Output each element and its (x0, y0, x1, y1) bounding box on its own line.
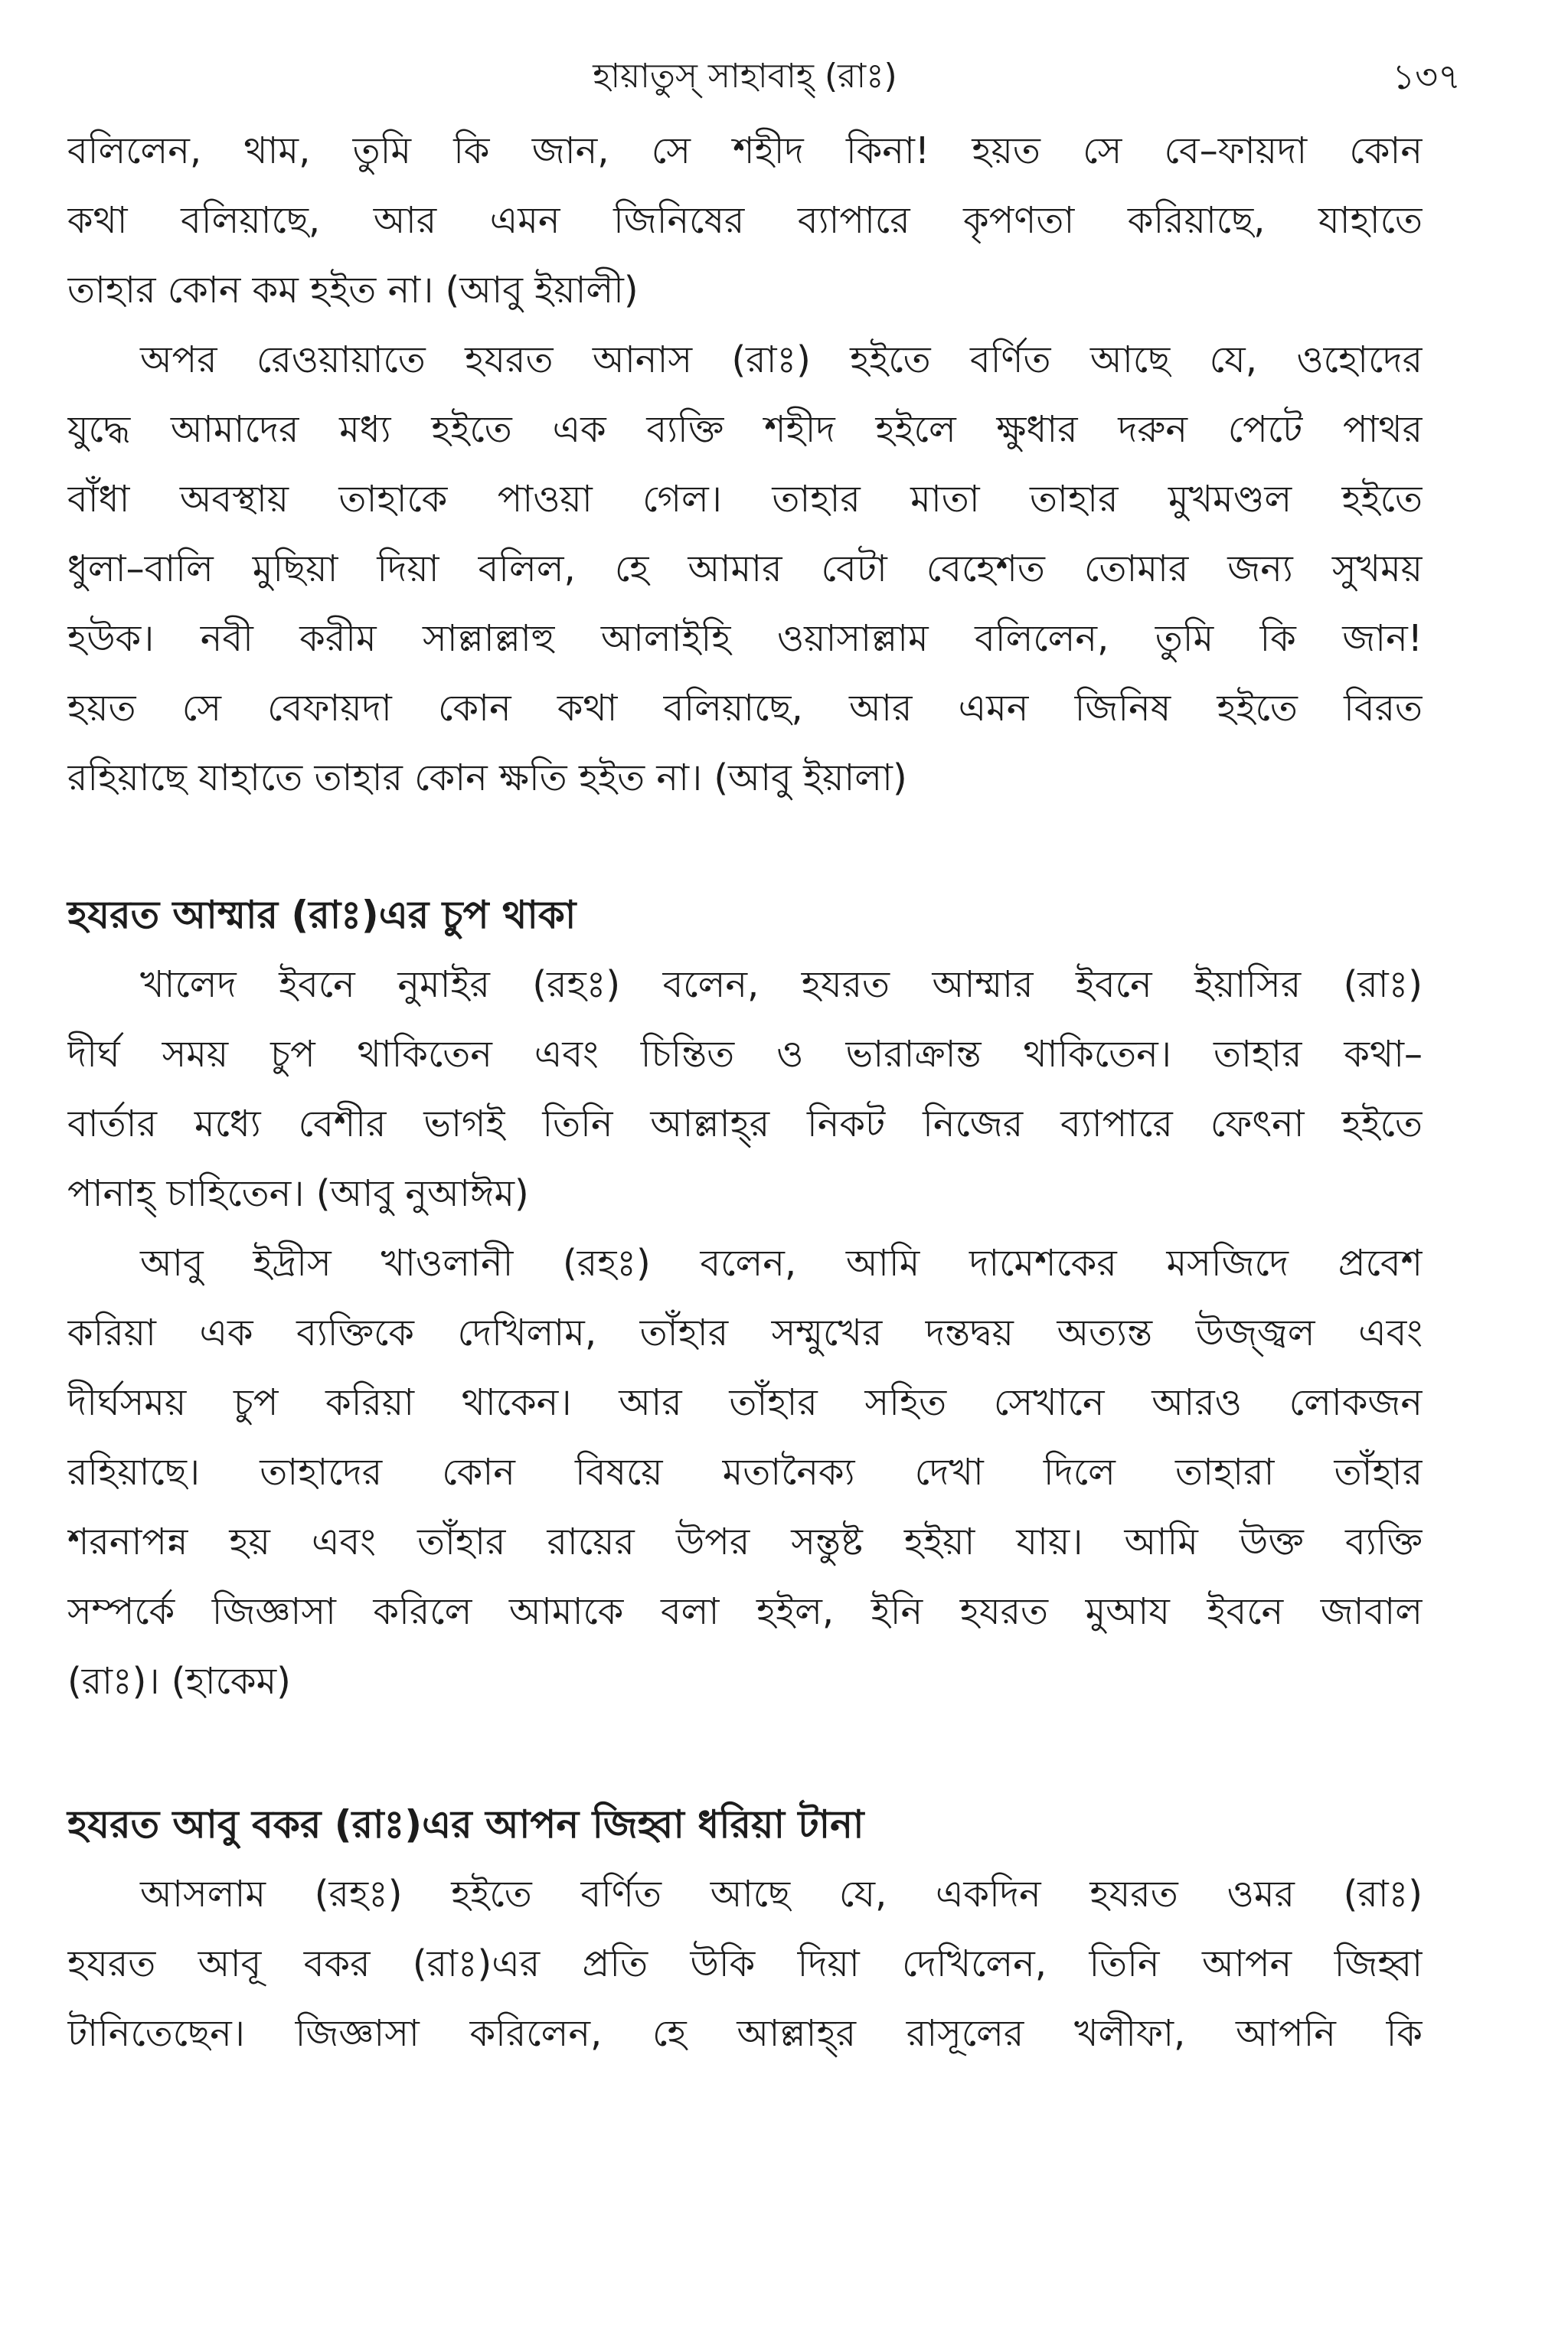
paragraph-5 (67, 1860, 1423, 2069)
text-line: দীর্ঘ সময় চুপ থাকিতেন এবং চিন্তিত ও ভারাক্রান্ত থাকিতেন। তাহার কথা– (67, 1033, 1423, 1076)
paragraph-4 (67, 1229, 1423, 1717)
paragraph-3 (67, 950, 1423, 1229)
text-line: যুদ্ধে আমাদের মধ্য হইতে এক ব্যক্তি শহীদ হইলে ক্ষুধার দরুন পেটে পাথর (67, 408, 1423, 451)
text-line: আবু ইদ্রীস খাওলানী (রহঃ) বলেন, আমি দামেশকের মসজিদে প্রবেশ (140, 1242, 1423, 1285)
text-line: ধুলা–বালি মুছিয়া দিয়া বলিল, হে আমার বেটা বেহেশত তোমার জন্য সুখময় (67, 547, 1423, 590)
page-number: ১৩৭ (1392, 56, 1461, 97)
text-line: রহিয়াছে। তাহাদের কোন বিষয়ে মতানৈক্য দেখা দিলে তাহারা তাঁহার (67, 1451, 1423, 1494)
text-line: সম্পর্কে জিজ্ঞাসা করিলে আমাকে বলা হইল, ইনি হযরত মুআয ইবনে জাবাল (67, 1590, 1423, 1633)
text-line: তাহার কোন কম হইত না। (আবু ইয়ালী) (67, 269, 639, 312)
text-line: কথা বলিয়াছে, আর এমন জিনিষের ব্যাপারে কৃপণতা করিয়াছে, যাহাতে (67, 199, 1423, 242)
text-line: দীর্ঘসময় চুপ করিয়া থাকেন। আর তাঁহার সহিত সেখানে আরও লোকজন (67, 1381, 1423, 1424)
text-line: শরনাপন্ন হয় এবং তাঁহার রায়ের উপর সন্তুষ্ট হইয়া যায়। আমি উক্ত ব্যক্তি (67, 1521, 1423, 1563)
text-line: হয়ত সে বেফায়দা কোন কথা বলিয়াছে, আর এমন জিনিষ হইতে বিরত (67, 687, 1423, 730)
text-line: বাঁধা অবস্থায় তাহাকে পাওয়া গেল। তাহার মাতা তাহার মুখমণ্ডল হইতে (67, 478, 1423, 521)
section-gap (67, 813, 1423, 880)
text-line: পানাহ্‌ চাহিতেন। (আবু নুআঈম) (67, 1172, 529, 1215)
running-header (67, 37, 1461, 116)
text-line: হউক। নবী করীম সাল্লাল্লাহু আলাইহি ওয়াসাল্লাম বলিলেন, তুমি কি জান! (67, 617, 1423, 660)
section-heading-abu-bakr: হযরত আবু বকর (রাঃ)এর আপন জিহ্বা ধরিয়া টানা (67, 1802, 864, 1847)
text-line: রহিয়াছে যাহাতে তাহার কোন ক্ষতি হইত না। (আবু ইয়ালা) (67, 756, 907, 799)
text-line: বলিলেন, থাম, তুমি কি জান, সে শহীদ কিনা! হয়ত সে বে–ফায়দা কোন (67, 129, 1423, 172)
text-line: আসলাম (রহঃ) হইতে বর্ণিত আছে যে, একদিন হযরত ওমর (রাঃ) (140, 1873, 1423, 1916)
text-line: টানিতেছেন। জিজ্ঞাসা করিলেন, হে আল্লাহ্‌র রাসূলের খলীফা, আপনি কি (67, 2012, 1423, 2055)
paragraph-2 (67, 325, 1423, 813)
text-line: অপর রেওয়ায়াতে হযরত আনাস (রাঃ) হইতে বর্ণিত আছে যে, ওহোদের (140, 338, 1423, 381)
text-line: করিয়া এক ব্যক্তিকে দেখিলাম, তাঁহার সম্মুখের দন্তদ্বয় অত্যন্ত উজ্জ্বল এবং (67, 1312, 1423, 1354)
section-heading-ammar: হযরত আম্মার (রাঃ)এর চুপ থাকা (67, 893, 577, 937)
section-gap (67, 1717, 1423, 1790)
running-title: হায়াতুস্‌ সাহাবাহ্‌ (রাঃ) (593, 57, 897, 96)
text-line: (রাঃ)। (হাকেম) (67, 1660, 291, 1703)
text-line: খালেদ ইবনে নুমাইর (রহঃ) বলেন, হযরত আম্মার ইবনে ইয়াসির (রাঃ) (140, 963, 1423, 1006)
text-line: বার্তার মধ্যে বেশীর ভাগই তিনি আল্লাহ্‌র নিকট নিজের ব্যাপারে ফেৎনা হইতে (67, 1102, 1423, 1145)
paragraph-1 (67, 116, 1423, 325)
text-line: হযরত আবূ বকর (রাঃ)এর প্রতি উকি দিয়া দেখিলেন, তিনি আপন জিহ্বা (67, 1942, 1423, 1985)
